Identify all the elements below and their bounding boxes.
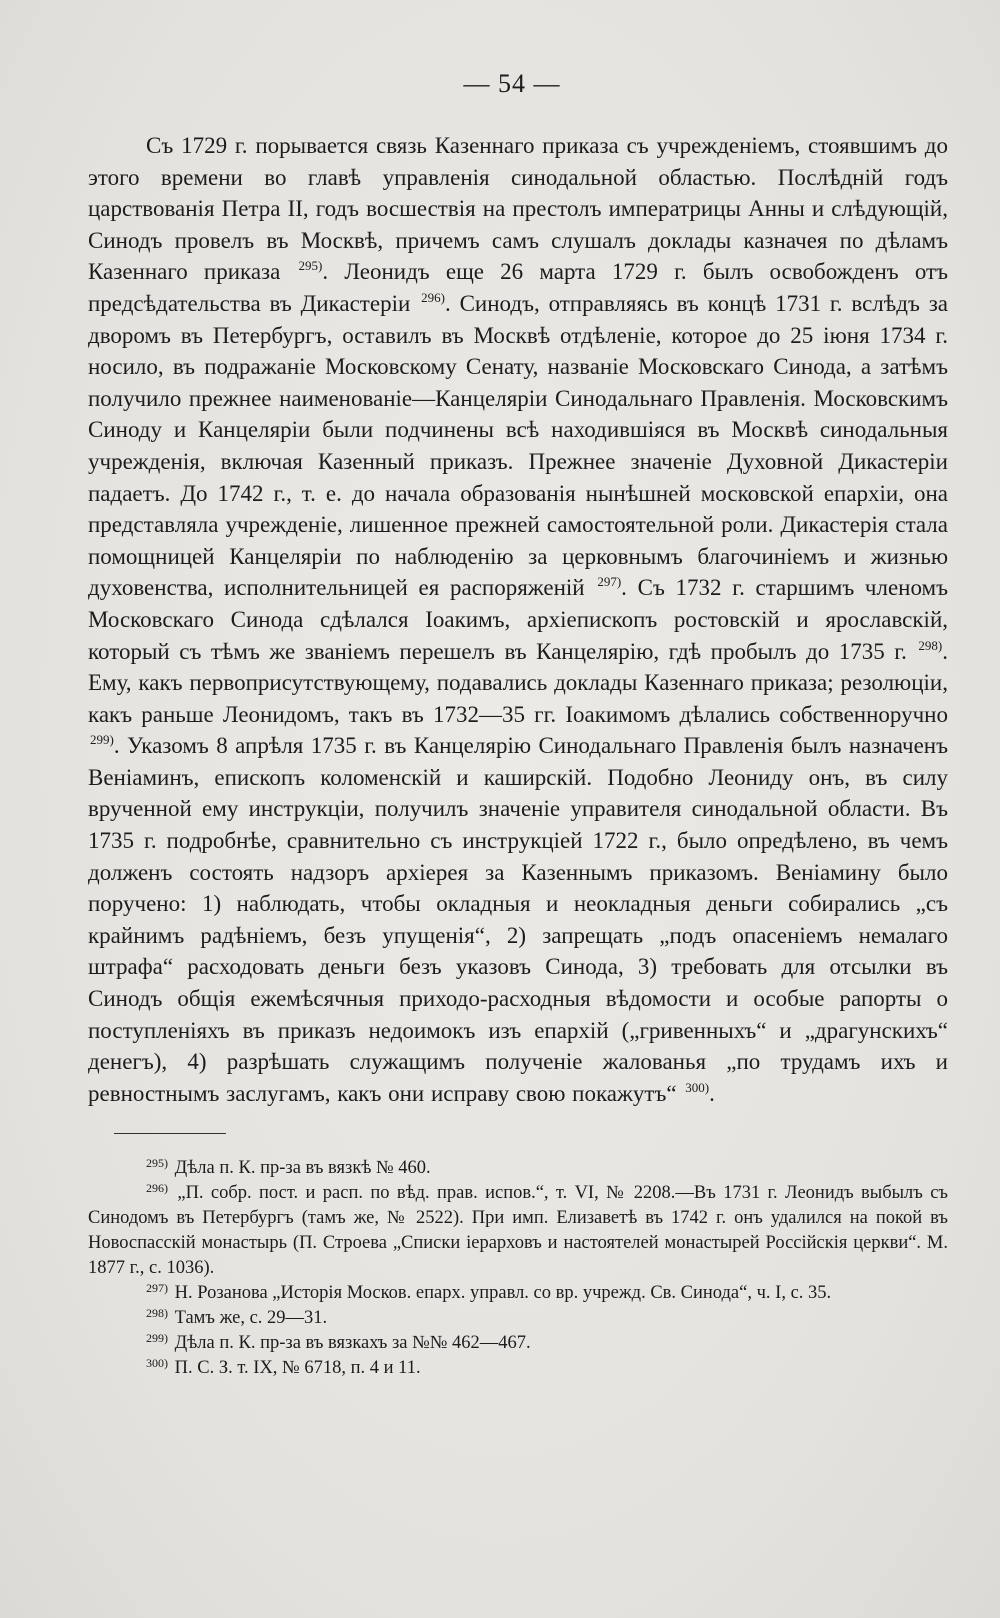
footnote-text: Дѣла п. К. пр-за въ вязкахъ за №№ 462—467. [174,1333,531,1354]
text-run: . [709,1080,715,1106]
footnote-text: П. С. З. т. IX, № 6718, п. 4 и 11. [174,1358,421,1379]
body-paragraph [88,130,948,1109]
footnote [88,1156,948,1181]
footnote-ref[interactable]: 297) [597,574,622,590]
footnote-ref[interactable]: 295) [298,258,323,274]
footnote-text: Дѣла п. К. пр-за въ вязкѣ № 460. [174,1158,431,1179]
footnote-ref[interactable]: 298) [918,637,943,653]
footnote [88,1306,948,1331]
footnote-number: 296) [146,1181,168,1196]
footnote [88,1181,948,1281]
text-run: . Указомъ 8 апрѣля 1735 г. въ Канцелярію Синодальнаго Правленія былъ назначенъ Веніаминъ, епископъ коломенскій и каширскій. Подобно Леониду онъ, въ силу врученной ему инструкціи, получилъ значеніе управителя синодальной области. Въ 1735 г. подробнѣе, сравнительно съ инструкціей 1722 г., было опредѣлено, въ чемъ долженъ состоять надзоръ архіерея за Казеннымъ приказомъ. Веніамину было поручено: 1) наблюдать, чтобы окладныя и неокладныя деньги собирались „съ крайнимъ радѣніемъ, безъ упущенія“, 2) запрещать „подъ опасеніемъ немалаго штрафа“ расходовать деньги безъ указовъ Синода, 3) требовать для отсылки въ Синодъ общія ежемѣсячныя приходо-расходныя вѣдомости и особые рапорты о поступленіяхъ въ приказъ недоимокъ изъ епархій („гривенныхъ“ и „драгунскихъ“ денегъ), 4) разрѣшать служащимъ полученіе жалованья „по трудамъ ихъ и ревностнымъ заслугамъ, какъ они исправу свою покажутъ“ [88,733,948,1106]
footnote-text: Н. Розанова „Исторія Москов. епарх. управл. со вр. учрежд. Св. Синода“, ч. I, с. 35. [174,1283,832,1304]
footnote-divider [114,1133,226,1134]
footnote-ref[interactable]: 300) [685,1079,710,1095]
page-number: — 54 — [463,69,561,98]
footnote-number: 295) [146,1156,168,1171]
text-run: . Съ 1732 г. старшимъ членомъ Московскаго Синода сдѣлался Іоакимъ, архіепископъ ростовскій и ярославскій, который съ тѣмъ же званіемъ перешелъ въ Канцелярію, гдѣ пробылъ до 1735 г. [88,575,948,664]
footnote-text: Тамъ же, с. 29—31. [174,1308,328,1329]
footnote [88,1281,948,1306]
footnote-number: 300) [146,1356,168,1371]
footnote-number: 298) [146,1306,168,1321]
text-run: . Леонидъ еще 26 марта 1729 г. былъ освобожденъ отъ предсѣдательства въ Дикастеріи [88,259,948,316]
footnote-number: 299) [146,1331,168,1346]
footnote-number: 297) [146,1281,168,1296]
main-text [88,130,948,1109]
footnote [88,1356,948,1381]
footnote-ref[interactable]: 299) [90,732,114,748]
text-run: . Ему, какъ первоприсутствующему, подавались доклады Казеннаго приказа; резолюціи, какъ раньше Леонидомъ, такъ въ 1732—35 гг. Іоакимомъ дѣлались собственноручно [88,638,948,727]
text-run: . Синодъ, отправляясь въ концѣ 1731 г. вслѣдъ за дворомъ въ Петербургъ, оставилъ въ Москвѣ отдѣленіе, которое до 25 іюня 1734 г. носило, въ подражаніе Московскому Сенату, названіе Московскаго Синода, а затѣмъ получило прежнее наименованіе—Канцеляріи Синодальнаго Правленія. Московскимъ Синоду и Канцеляріи были подчинены всѣ находившіяся въ Москвѣ синодальныя учрежденія, включая Казенный приказъ. Прежнее значеніе Духовной Дикастеріи падаетъ. До 1742 г., т. е. до начала образованія нынѣшней московской епархіи, она представляла учрежденіе, лишенное прежней самостоятельной роли. Дикастерія стала помощницей Канцеляріи по наблюденію за церковнымъ благочиніемъ и жизнью духовенства, исполнительницей ея распоряженій [88,290,949,601]
footnote-ref[interactable]: 296) [421,289,445,305]
footnote-text: „П. собр. пост. и расп. по вѣд. прав. испов.“, т. VI, № 2208.—Въ 1731 г. Леонидъ выбылъ съ Синодомъ въ Петербургъ (тамъ же, № 2522). При имп. Елизаветѣ въ 1742 г. онъ удалился на покой въ Новоспасскій монастырь (П. Строева „Списки іерарховъ и настоятелей монастырей Россійскія церкви“. М. 1877 г., с. 1036). [88,1183,948,1279]
footnote [88,1331,948,1356]
text-run: Съ 1729 г. порывается связь Казеннаго приказа съ учрежденіемъ, стоявшимъ до этого времени во главѣ управленія синодальной областью. Послѣдній годъ царствованія Петра II, годъ восшествія на престолъ императрицы Анны и слѣдующій, Синодъ провелъ въ Москвѣ, причемъ самъ слушалъ доклады казначея по дѣламъ Казеннаго приказа [88,133,948,285]
footnotes [88,1156,948,1381]
